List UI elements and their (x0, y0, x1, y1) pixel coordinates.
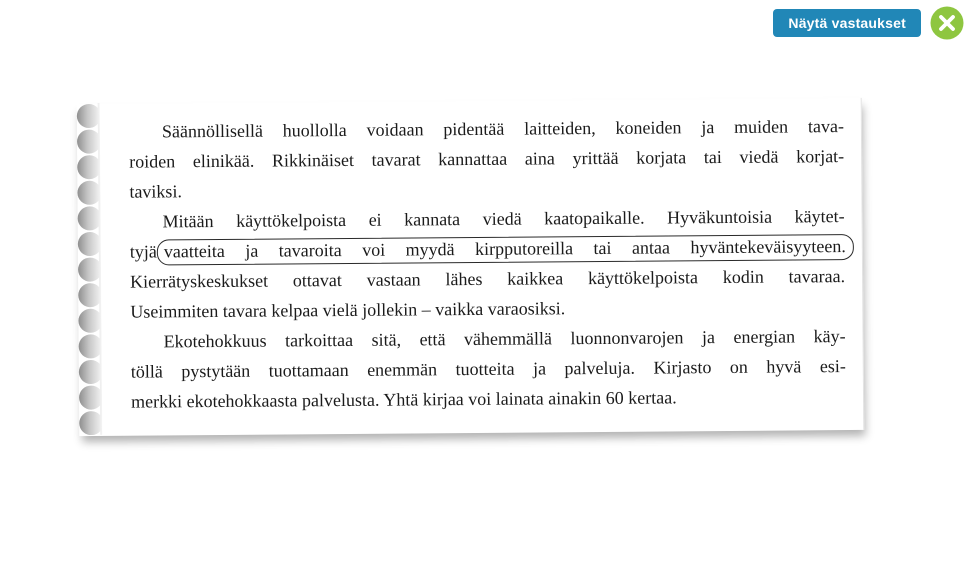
text-segment: tyjä (129, 241, 157, 262)
text-line (131, 351, 846, 387)
text-line (131, 381, 846, 417)
paper-text (77, 98, 864, 436)
text-segment: merkki ekotehokkaasta palvelusta. Yhtä kirjaa voi lainata ainakin 60 kertaa. (130, 387, 677, 412)
close-icon (930, 6, 964, 40)
text-line (129, 141, 844, 177)
text-segment: Säännöllisellä huollolla voidaan pidentää laitteiden, koneiden ja muiden tava- (161, 116, 844, 142)
worksheet-paper (77, 98, 865, 436)
circled-answer: vaatteita ja tavaroita voi myydä kirpputoreilla tai antaa hyväntekeväisyyteen. (157, 234, 854, 265)
text-segment: roiden elinikää. Rikkinäiset tavarat kannattaa aina yrittää korjata tai viedä korjat- (129, 146, 845, 172)
show-answers-button[interactable]: Näytä vastaukset (773, 9, 921, 37)
text-segment: Ekotehokkuus tarkoittaa sitä, että vähemmällä luonnonvarojen ja energian käy- (163, 326, 846, 352)
close-button[interactable] (930, 6, 964, 40)
text-segment: Useimmiten tavara kelpaa vielä jollekin – vaikka varaosiksi. (130, 298, 566, 322)
text-segment: taviksi. (129, 181, 182, 202)
text-line (130, 261, 845, 297)
text-segment: Kierrätyskeskukset ottavat vastaan lähes kaikkea käyttökelpoista kodin tavaraa. (130, 266, 846, 292)
text-segment: Mitään käyttökelpoista ei kannata viedä kaatopaikalle. Hyväkuntoisia käytet- (162, 206, 845, 232)
text-segment: töllä pystytään tuottamaan enemmän tuotteita ja palveluja. Kirjasto on hyvä esi- (130, 356, 846, 382)
